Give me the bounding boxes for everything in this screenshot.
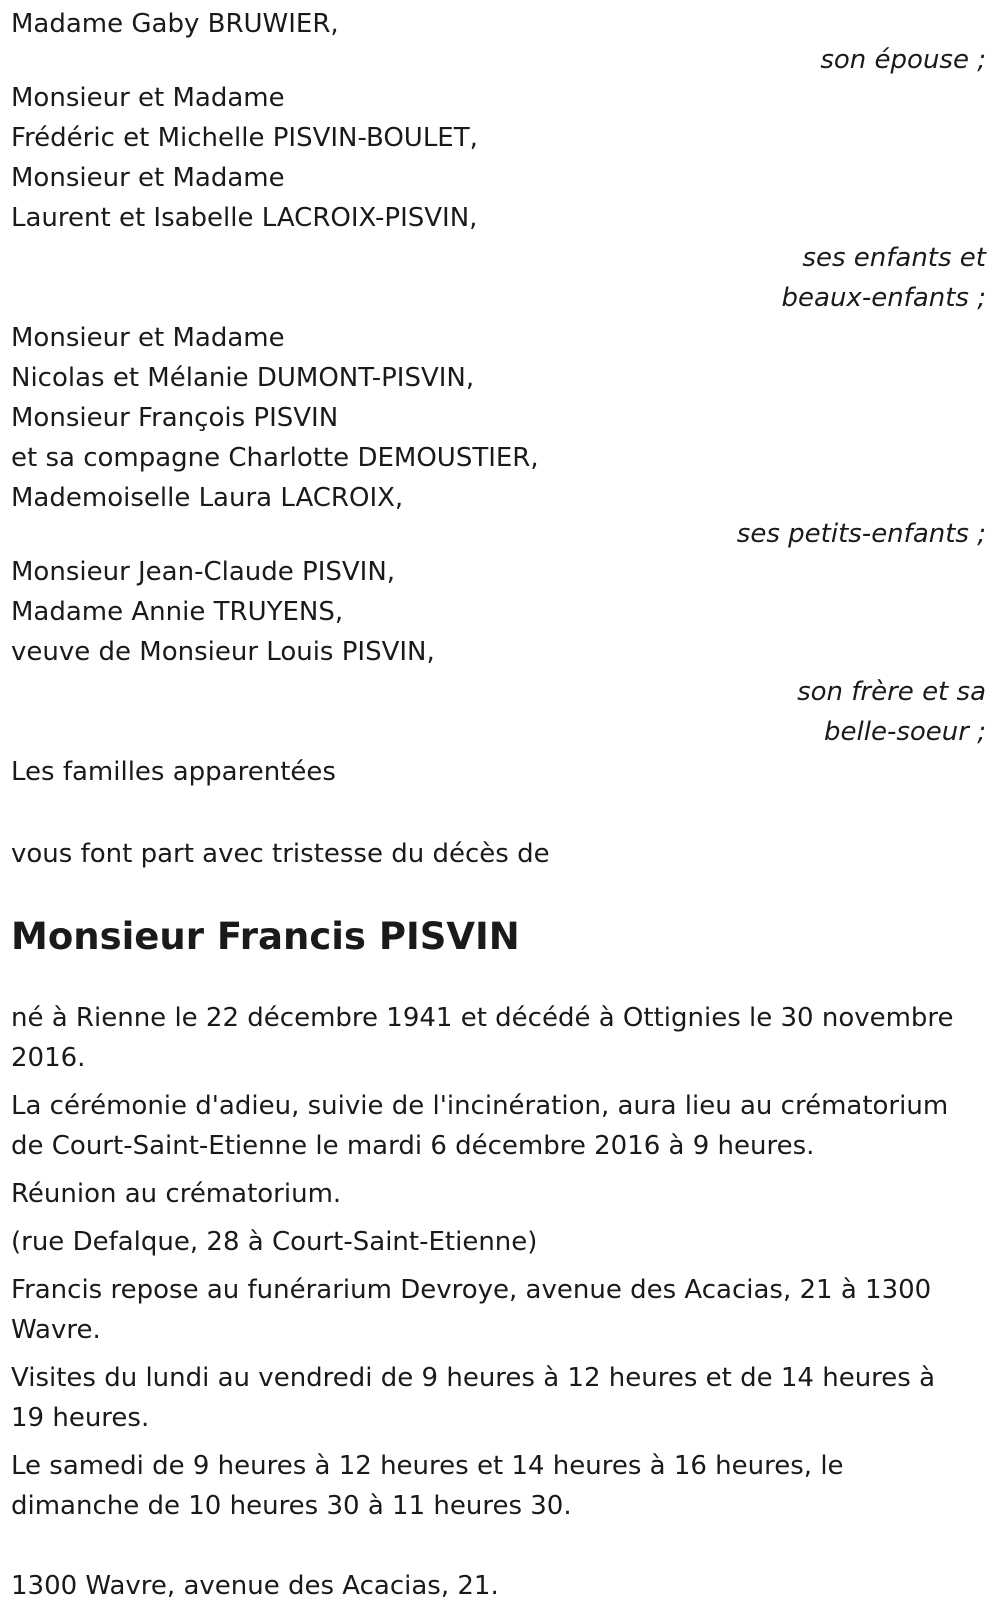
children-line: Monsieur et Madame [11,83,285,113]
relatives-line: Les familles apparentées [11,757,336,787]
grandchildren-line: Monsieur et Madame [11,323,285,353]
home-address: 1300 Wavre, avenue des Acacias, 21. [11,1571,499,1601]
spouse-role: son épouse ; [820,45,986,75]
grandchildren-line: et sa compagne Charlotte DEMOUSTIER, [11,443,539,473]
siblings-line: Madame Annie TRUYENS, [11,597,344,627]
weekday-visits-paragraph: Visites du lundi au vendredi de 9 heures à 12 heures et de 14 heures à 19 heures. [11,1363,936,1433]
deceased-name: Monsieur Francis PISVIN [11,915,520,958]
ceremony-paragraph: La cérémonie d'adieu, suivie de l'incinération, aura lieu au crématorium de Court-Saint-Etienne le mardi 6 décembre 2016 à 9 heures. [11,1091,949,1161]
siblings-line: Monsieur Jean-Claude PISVIN, [11,557,396,587]
meeting-paragraph: Réunion au crématorium. [11,1179,342,1209]
grandchildren-group [11,318,986,550]
crematorium-address-paragraph: (rue Defalque, 28 à Court-Saint-Etienne) [11,1227,538,1257]
weekend-visits-paragraph: Le samedi de 9 heures à 12 heures et 14 heures à 16 heures, le dimanche de 10 heures 30 à 11 heures 30. [11,1451,844,1521]
siblings-role: son frère et sa [797,677,986,707]
siblings-line: veuve de Monsieur Louis PISVIN, [11,637,435,667]
birth-death-paragraph: né à Rienne le 22 décembre 1941 et décédé à Ottignies le 30 novembre 2016. [11,1003,954,1073]
funerarium-paragraph: Francis repose au funérarium Devroye, avenue des Acacias, 21 à 1300 Wavre. [11,1275,932,1345]
siblings-group [11,552,986,752]
grandchildren-line: Mademoiselle Laura LACROIX, [11,483,404,513]
spouse-line: Madame Gaby BRUWIER, [11,9,339,39]
children-role: ses enfants et [802,243,986,273]
grandchildren-line: Monsieur François PISVIN [11,403,339,433]
spouse-group [11,4,986,76]
children-line: Monsieur et Madame [11,163,285,193]
grandchildren-role: ses petits-enfants ; [736,519,986,549]
children-line: Frédéric et Michelle PISVIN-BOULET, [11,123,478,153]
grandchildren-line: Nicolas et Mélanie DUMONT-PISVIN, [11,363,475,393]
announcement-text: vous font part avec tristesse du décès de [11,839,550,869]
children-group [11,78,986,318]
children-role: beaux-enfants ; [781,283,986,313]
siblings-role: belle-soeur ; [824,717,986,747]
children-line: Laurent et Isabelle LACROIX-PISVIN, [11,203,478,233]
